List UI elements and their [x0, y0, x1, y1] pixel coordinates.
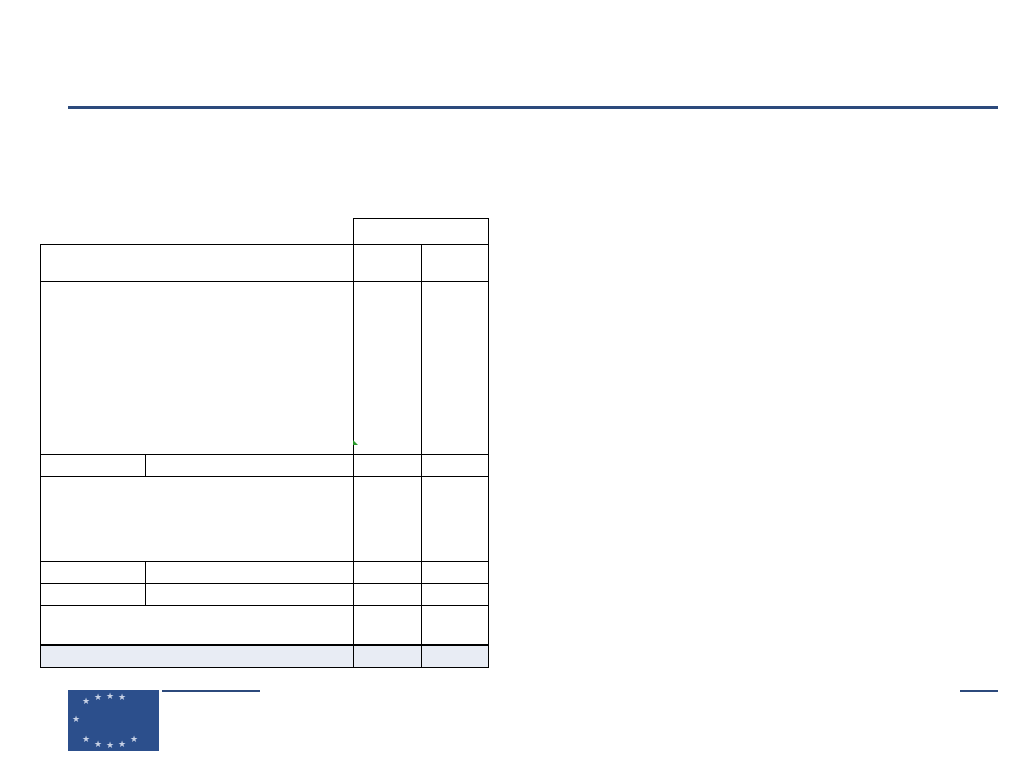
- project-name: [146, 498, 354, 519]
- svg-text:★: ★: [82, 696, 91, 706]
- after-2009-label: [41, 645, 354, 668]
- value-jul07: [354, 349, 422, 370]
- spain-investment-table: [549, 227, 960, 251]
- value-jul07: [354, 412, 422, 433]
- subtotal-value: [354, 433, 422, 455]
- project-year: [41, 391, 146, 412]
- spacer: [422, 606, 489, 646]
- subtotal-value: [354, 540, 422, 562]
- footer-divider-left: [162, 690, 260, 692]
- table-row: [41, 328, 489, 349]
- table-row: [41, 477, 489, 499]
- cell-comment-marker: [353, 440, 358, 445]
- project-name: [146, 477, 354, 499]
- spacer: [41, 606, 146, 646]
- section-row: [41, 562, 489, 584]
- value-jul07: [354, 391, 422, 412]
- col-jul-header: [354, 245, 422, 282]
- spacer: [41, 433, 146, 455]
- value-dic08: [422, 391, 489, 412]
- column-header-row: [41, 245, 489, 282]
- table-row: [41, 584, 489, 606]
- region-label: [41, 455, 146, 477]
- table-row: [41, 412, 489, 433]
- value-dic08: [422, 370, 489, 391]
- value-dic08: [422, 412, 489, 433]
- project-name: [146, 328, 354, 349]
- spacer: [146, 433, 354, 455]
- value-dic08: [422, 349, 489, 370]
- project-name: [146, 282, 354, 308]
- project-year: [41, 328, 146, 349]
- spacer: [146, 562, 354, 584]
- unit-label: [354, 219, 489, 245]
- spacer: [858, 227, 913, 251]
- project-year: [41, 349, 146, 370]
- after-2009-jul: [354, 645, 422, 668]
- value-dic08: [422, 498, 489, 519]
- value-dic08: [422, 307, 489, 328]
- svg-text:★: ★: [118, 739, 127, 749]
- col-dic-header: [422, 245, 489, 282]
- value-jul07: [354, 328, 422, 349]
- value-jul07: [354, 282, 422, 308]
- project-year: [41, 584, 146, 606]
- header-row: [41, 219, 489, 245]
- value-jul07: [354, 370, 422, 391]
- value-dic08: [422, 282, 489, 308]
- svg-text:★: ★: [82, 734, 91, 744]
- project-year: [41, 282, 146, 308]
- value-dic08: [422, 519, 489, 540]
- value-dic08: [422, 477, 489, 499]
- value-jul07: [354, 519, 422, 540]
- table-row: [41, 307, 489, 328]
- france-label: [41, 219, 354, 245]
- project-year: [41, 519, 146, 540]
- spain-label: [549, 227, 858, 251]
- value-jul07: [354, 584, 422, 606]
- section-header: [41, 245, 354, 282]
- footer-divider-right: [960, 690, 998, 692]
- total-row: [41, 606, 489, 646]
- table-row: [41, 370, 489, 391]
- after-2009-dic: [422, 645, 489, 668]
- spacer: [354, 455, 422, 477]
- value-jul07: [354, 498, 422, 519]
- svg-text:★: ★: [94, 692, 103, 702]
- project-name: [146, 412, 354, 433]
- project-year: [41, 412, 146, 433]
- spacer: [422, 455, 489, 477]
- after-2009-row: [41, 645, 489, 668]
- project-name: [146, 349, 354, 370]
- total-label: [146, 606, 354, 646]
- eu-stars-icon: [68, 690, 159, 751]
- svg-text:★: ★: [106, 740, 115, 750]
- spacer: [422, 562, 489, 584]
- project-name: [146, 391, 354, 412]
- svg-text:★: ★: [106, 691, 115, 701]
- project-name: [146, 307, 354, 328]
- spacer: [41, 540, 146, 562]
- project-year: [41, 307, 146, 328]
- svg-text:★: ★: [94, 739, 103, 749]
- svg-text:★: ★: [130, 734, 139, 744]
- header-row: [549, 227, 960, 251]
- subtotal-row: [41, 433, 489, 455]
- value-jul07: [354, 307, 422, 328]
- project-name: [146, 519, 354, 540]
- project-name: [146, 370, 354, 391]
- project-year: [41, 370, 146, 391]
- spacer: [146, 455, 354, 477]
- spacer: [422, 540, 489, 562]
- project-name: [146, 584, 354, 606]
- spacer: [146, 540, 354, 562]
- spacer: [354, 562, 422, 584]
- total-value: [354, 606, 422, 646]
- region-label: [41, 562, 146, 584]
- value-dic08: [422, 584, 489, 606]
- project-year: [41, 498, 146, 519]
- svg-text:★: ★: [118, 692, 127, 702]
- spacer: [422, 433, 489, 455]
- value-dic08: [422, 328, 489, 349]
- title-divider: [68, 106, 998, 109]
- subtotal-row: [41, 540, 489, 562]
- table-row: [41, 282, 489, 308]
- table-row: [41, 519, 489, 540]
- ergeg-logo: [68, 690, 159, 751]
- table-row: [41, 498, 489, 519]
- table-row: [41, 391, 489, 412]
- svg-text:★: ★: [72, 714, 81, 724]
- table-row: [41, 349, 489, 370]
- value-jul07: [354, 477, 422, 499]
- project-year: [41, 477, 146, 499]
- section-row: [41, 455, 489, 477]
- france-investment-table: [40, 218, 489, 668]
